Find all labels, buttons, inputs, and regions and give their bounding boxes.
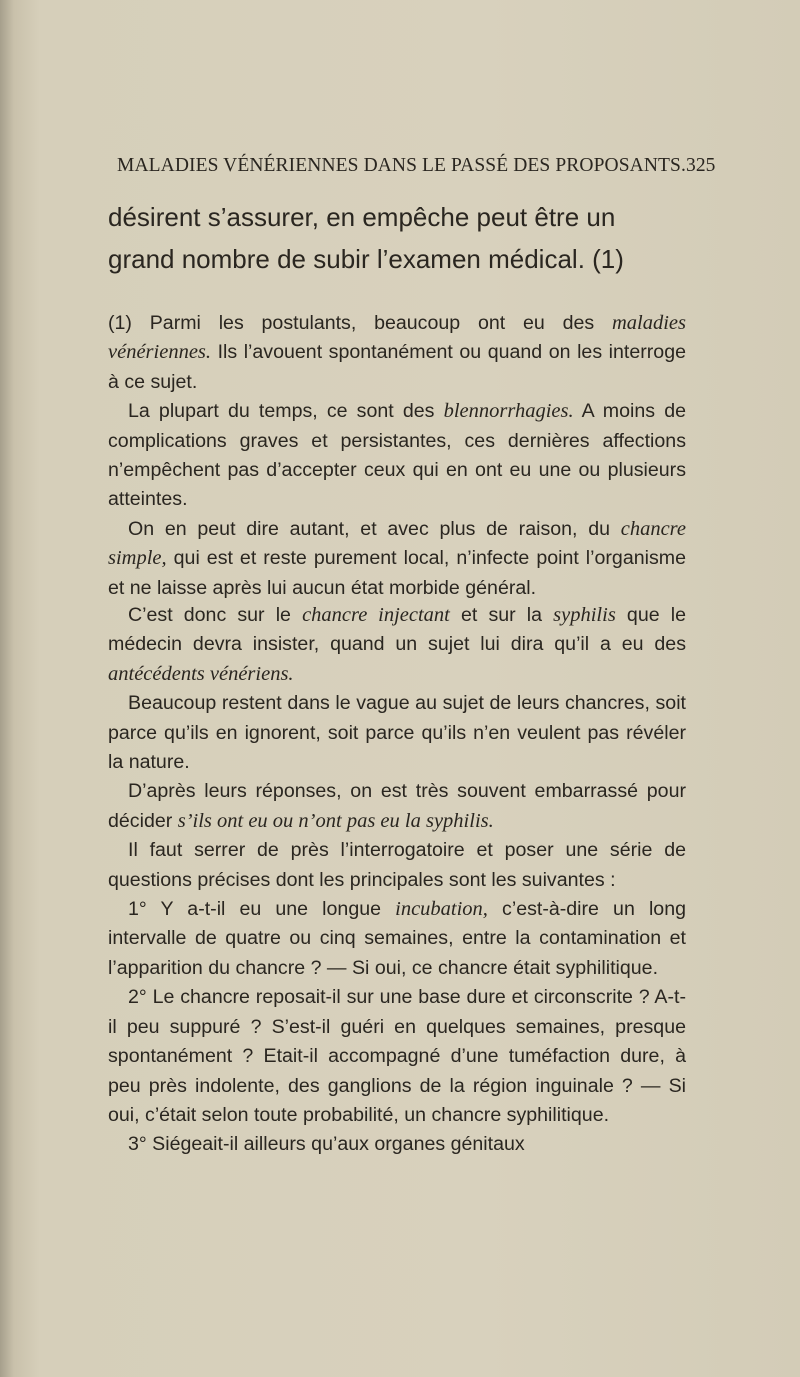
text-run: 1° Y a-t-il eu une longue xyxy=(128,898,396,921)
text-run: On en peut dire autant, et avec plus de raison, du xyxy=(128,517,621,540)
footnote-paragraph-2 xyxy=(108,397,686,515)
text-run: C’est donc sur le xyxy=(128,604,303,626)
footnote-paragraph-3 xyxy=(108,515,686,603)
italic-term: blennorrhagies. xyxy=(443,400,574,423)
text-run: que le médecin devra insister, quand un sujet lui dira qu’il a eu des xyxy=(108,604,686,656)
main-text-line-2: grand nombre de subir l’examen médical. (1) xyxy=(108,244,624,274)
italic-term: s’ils ont eu ou n’ont pas eu la syphilis. xyxy=(177,809,494,832)
text-run: A moins de complications graves et persistantes, ces dernières affections n’empêchent pas d’accepter ceux qui en ont eu une ou plusieurs atteintes. xyxy=(108,400,686,511)
footnote-paragraph-4 xyxy=(108,601,686,689)
footnote-paragraph-6 xyxy=(108,777,686,836)
text-run: Ils l’avouent spontanément ou quand on les interroge à ce sujet. xyxy=(108,341,686,393)
footnote-part-1 xyxy=(108,309,686,603)
text-run: qui est et reste purement local, n’infecte point l’organisme et ne laisse après lui aucun état morbide général. xyxy=(108,547,686,599)
text-run: (1) Parmi les postulants, beaucoup ont eu des xyxy=(108,312,612,334)
text-run: D’après leurs réponses, on est très souvent embarrassé pour décider xyxy=(108,780,686,832)
footnote-paragraph-1 xyxy=(108,309,686,397)
footnote-paragraph-7: Il faut serrer de près l’interrogatoire et poser une série de questions précises dont les principales sont les suivantes : xyxy=(108,839,686,891)
italic-term: incubation, xyxy=(395,898,488,921)
italic-term: antécédents vénériens. xyxy=(108,662,294,685)
text-run: c’est-à-dire un long intervalle de quatre ou cinq semaines, entre la contamination et l’apparition du chancre ? — Si oui, ce chancre était syphilitique. xyxy=(108,898,686,979)
italic-term: maladies vénériennes. xyxy=(108,312,686,364)
running-title: MALADIES VÉNÉRIENNES DANS LE PASSÉ DES PROPOSANTS. xyxy=(117,155,686,176)
italic-term: chancre injectant xyxy=(302,604,450,626)
italic-term: syphilis xyxy=(553,604,616,626)
page-number: 325 xyxy=(685,155,716,176)
text-run: et sur la xyxy=(449,604,554,626)
main-text xyxy=(108,196,688,280)
running-header xyxy=(117,155,716,177)
main-text-line-1: désirent s’assurer, en empêche peut être un xyxy=(108,202,616,232)
footnote-paragraph-9: 2° Le chancre reposait-il sur une base dure et circonscrite ? A-t-il peu suppuré ? S’est-il guéri en quelques semaines, presque spontanément ? Etait-il accompagné d’une tuméfaction dure, à peu près indolente, des ganglions de la région inguinale ? — Si oui, c’était selon toute probabilité, un chancre syphilitique. xyxy=(108,986,686,1126)
italic-term: chancre simple, xyxy=(108,517,686,570)
footnote-paragraph-10: 3° Siégeait-il ailleurs qu’aux organes génitaux xyxy=(128,1133,525,1156)
text-run: La plupart du temps, ce sont des xyxy=(128,400,444,423)
footnote-paragraph-8 xyxy=(108,895,686,983)
footnote-paragraph-5: Beaucoup restent dans le vague au sujet de leurs chancres, soit parce qu’ils en ignorent, soit parce qu’ils n’en veulent pas révéler la nature. xyxy=(108,692,686,774)
footnote-part-2 xyxy=(108,601,686,1160)
